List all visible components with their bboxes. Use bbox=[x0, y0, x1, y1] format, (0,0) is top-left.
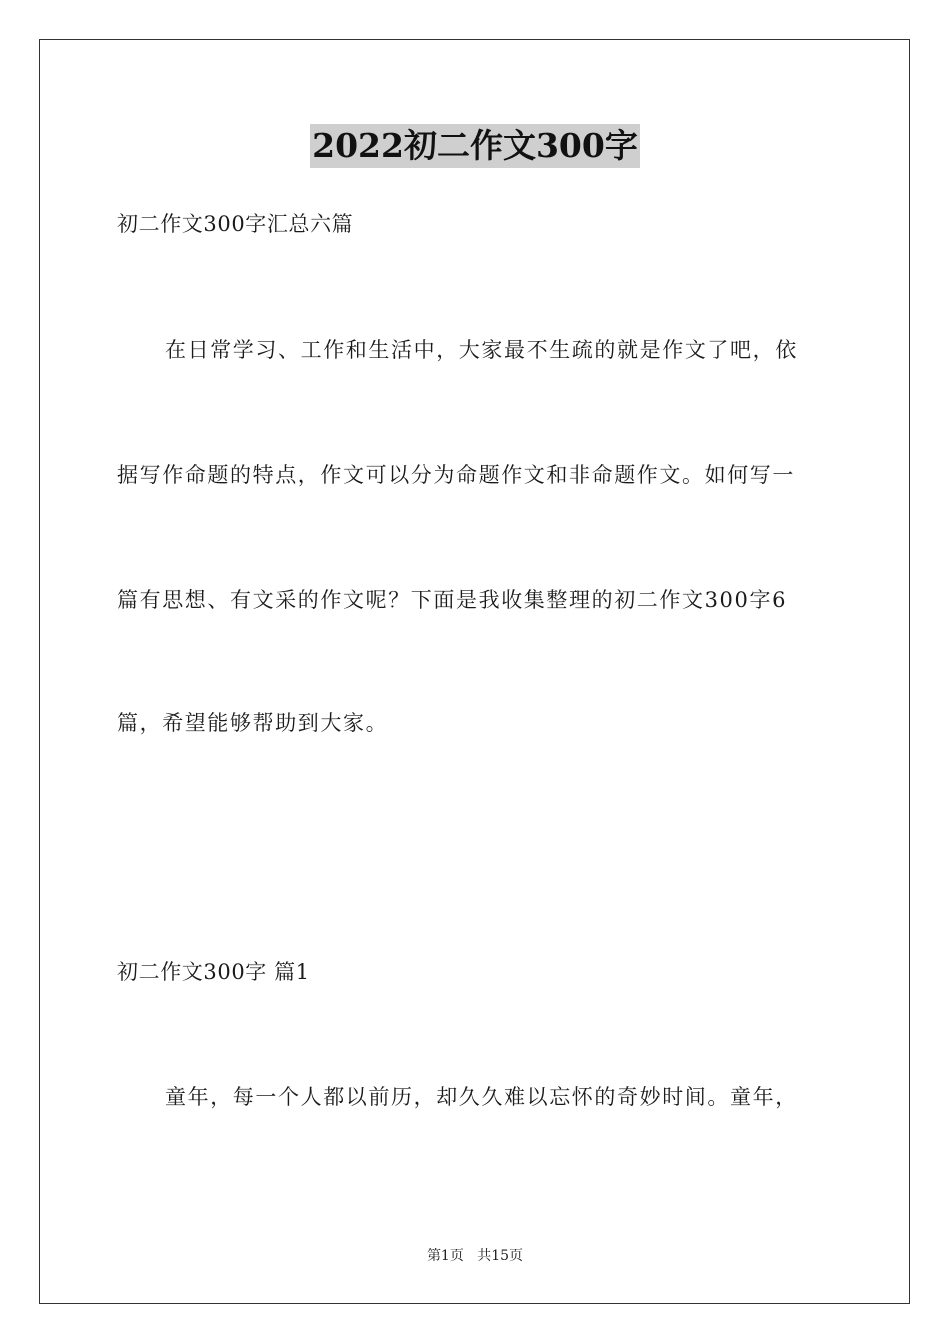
page-footer bbox=[0, 1246, 950, 1266]
intro-line-4: 篇，希望能够帮助到大家。 bbox=[117, 711, 389, 735]
section-line-1: 童年，每一个人都以前历，却久久难以忘怀的奇妙时间。童年， bbox=[165, 1085, 798, 1109]
section-heading: 初二作文300字 篇1 bbox=[117, 960, 310, 984]
document-title: 2022初二作文300字 bbox=[310, 124, 640, 168]
page-total: 共15页 bbox=[477, 1248, 524, 1264]
intro-line-3: 篇有思想、有文采的作文呢？下面是我收集整理的初二作文300字6 bbox=[117, 588, 788, 612]
intro-line-1: 在日常学习、工作和生活中，大家最不生疏的就是作文了吧，依 bbox=[165, 338, 798, 362]
document-subtitle: 初二作文300字汇总六篇 bbox=[117, 212, 354, 236]
page-number: 第1页 bbox=[426, 1248, 464, 1264]
intro-line-2: 据写作命题的特点，作文可以分为命题作文和非命题作文。如何写一 bbox=[117, 463, 795, 487]
title-container bbox=[0, 124, 950, 168]
footer-spacer bbox=[464, 1248, 477, 1264]
